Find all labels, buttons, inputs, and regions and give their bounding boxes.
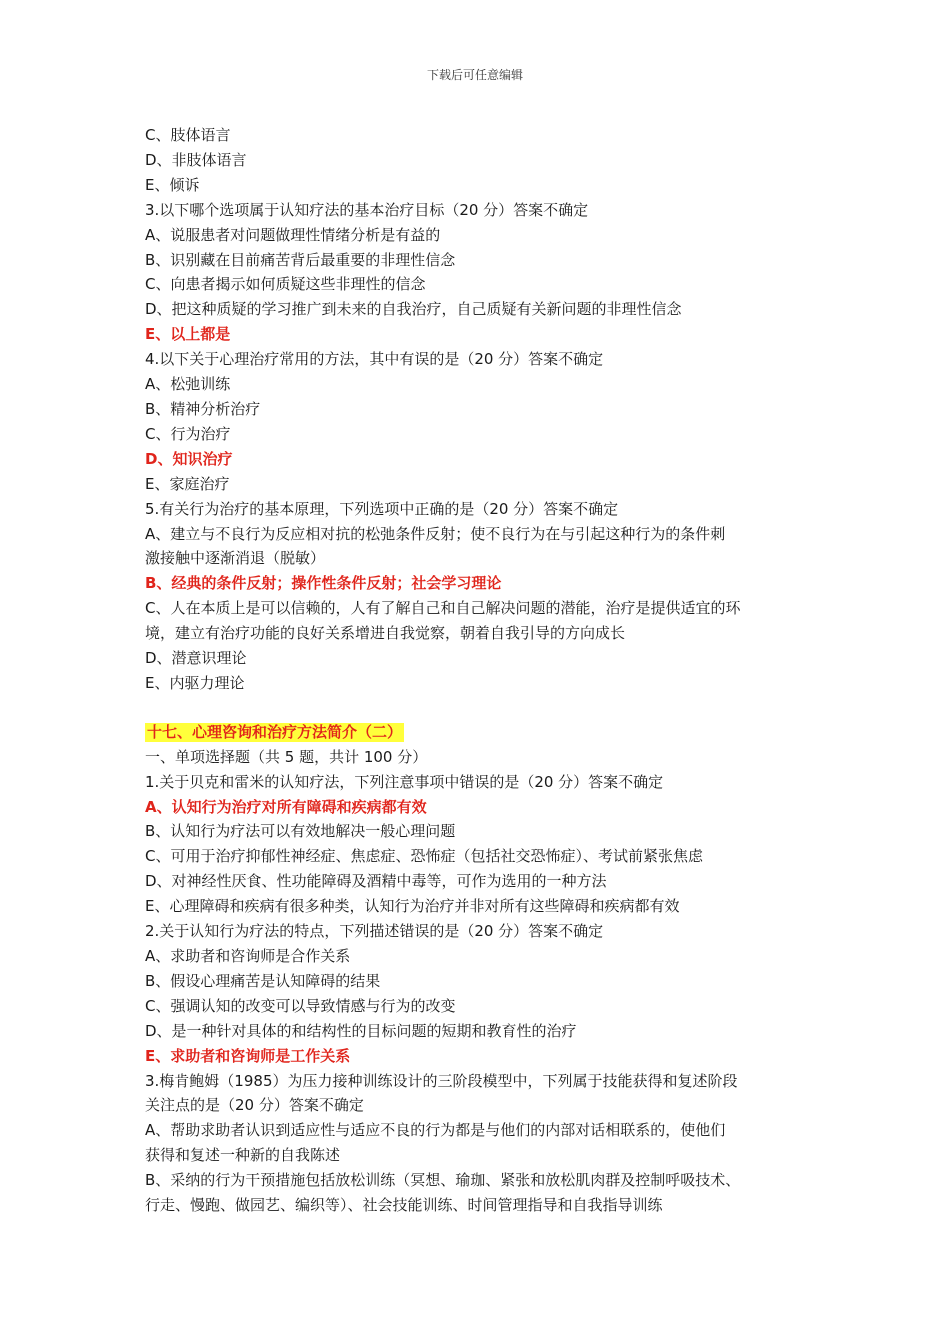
- document-body: [145, 123, 815, 1218]
- correct-answer-line: E、求助者和咨询师是工作关系: [145, 1046, 351, 1065]
- question-line: 2.关于认知行为疗法的特点，下列描述错误的是（20 分）答案不确定: [145, 922, 604, 941]
- option-line: D、潜意识理论: [145, 649, 247, 668]
- option-line: E、家庭治疗: [145, 474, 230, 493]
- option-line: E、心理障碍和疾病有很多种类，认知行为治疗并非对所有这些障碍和疾病都有效: [145, 897, 680, 916]
- option-line: B、认知行为疗法可以有效地解决一般心理问题: [145, 822, 456, 841]
- correct-answer-line: A、认知行为治疗对所有障碍和疾病都有效: [145, 797, 427, 816]
- option-line: C、强调认知的改变可以导致情感与行为的改变: [145, 996, 456, 1015]
- option-line: B、识别藏在目前痛苦背后最重要的非理性信念: [145, 250, 456, 269]
- option-line: B、采纳的行为干预措施包括放松训练（冥想、瑜珈、紧张和放松肌肉群及控制呼吸技术、: [145, 1171, 741, 1190]
- section-heading-row: [145, 720, 815, 745]
- option-line: C、肢体语言: [145, 126, 231, 144]
- option-line: C、可用于治疗抑郁性神经症、焦虑症、恐怖症（包括社交恐怖症）、考试前紧张焦虑: [145, 847, 703, 866]
- page-header: 下载后可任意编辑: [426, 68, 523, 82]
- correct-answer-line: E、以上都是: [145, 325, 231, 344]
- option-line: D、把这种质疑的学习推广到未来的自我治疗，自己质疑有关新问题的非理性信念: [145, 300, 682, 319]
- option-line: A、说服患者对问题做理性情绪分析是有益的: [145, 225, 441, 244]
- option-line: E、内驱力理论: [145, 673, 245, 692]
- question-line: 1.关于贝克和雷米的认知疗法，下列注意事项中错误的是（20 分）答案不确定: [145, 772, 664, 791]
- correct-answer-line: B、经典的条件反射；操作性条件反射；社会学习理论: [145, 574, 502, 593]
- option-line: D、对神经性厌食、性功能障碍及酒精中毒等，可作为选用的一种方法: [145, 872, 607, 891]
- option-line: A、建立与不良行为反应相对抗的松弛条件反射；使不良行为在与引起这种行为的条件刺: [145, 524, 726, 543]
- option-line: C、行为治疗: [145, 424, 231, 443]
- option-line: 境，建立有治疗功能的良好关系增进自我觉察，朝着自我引导的方向成长: [145, 624, 626, 643]
- question-line: 4.以下关于心理治疗常用的方法，其中有误的是（20 分）答案不确定: [145, 350, 604, 369]
- option-line: C、向患者揭示如何质疑这些非理性的信念: [145, 275, 426, 294]
- question-line: 5.有关行为治疗的基本原理，下列选项中正确的是（20 分）答案不确定: [145, 499, 619, 518]
- question-line: 关注点的是（20 分）答案不确定: [145, 1096, 364, 1115]
- question-line: 3.以下哪个选项属于认知疗法的基本治疗目标（20 分）答案不确定: [145, 200, 589, 219]
- option-line: D、非肢体语言: [145, 150, 247, 169]
- option-line: 行走、慢跑、做园艺、编织等）、社会技能训练、时间管理指导和自我指导训练: [145, 1196, 663, 1215]
- option-line: C、人在本质上是可以信赖的，人有了解自己和自己解决问题的潜能，治疗是提供适宜的环: [145, 599, 741, 618]
- subsection-line: 一、单项选择题（共 5 题，共计 100 分）: [145, 747, 428, 766]
- option-line: A、松弛训练: [145, 375, 231, 394]
- option-line: A、求助者和咨询师是合作关系: [145, 947, 351, 965]
- option-line: E、倾诉: [145, 175, 200, 194]
- option-line: B、精神分析治疗: [145, 399, 261, 418]
- option-line: 激接触中逐渐消退（脱敏）: [145, 549, 326, 568]
- option-line: 获得和复述一种新的自我陈述: [145, 1146, 341, 1165]
- option-line: A、帮助求助者认识到适应性与适应不良的行为都是与他们的内部对话相联系的，使他们: [145, 1121, 726, 1140]
- question-line: 3.梅肯鲍姆（1985）为压力接种训练设计的三阶段模型中，下列属于技能获得和复述阶段: [145, 1071, 738, 1090]
- option-line: B、假设心理痛苦是认知障碍的结果: [145, 971, 381, 990]
- correct-answer-line: D、知识治疗: [145, 449, 233, 468]
- blank-line: [145, 696, 815, 720]
- section-title: 十七、心理咨询和治疗方法简介（二）: [147, 722, 403, 741]
- option-line: D、是一种针对具体的和结构性的目标问题的短期和教育性的治疗: [145, 1021, 577, 1040]
